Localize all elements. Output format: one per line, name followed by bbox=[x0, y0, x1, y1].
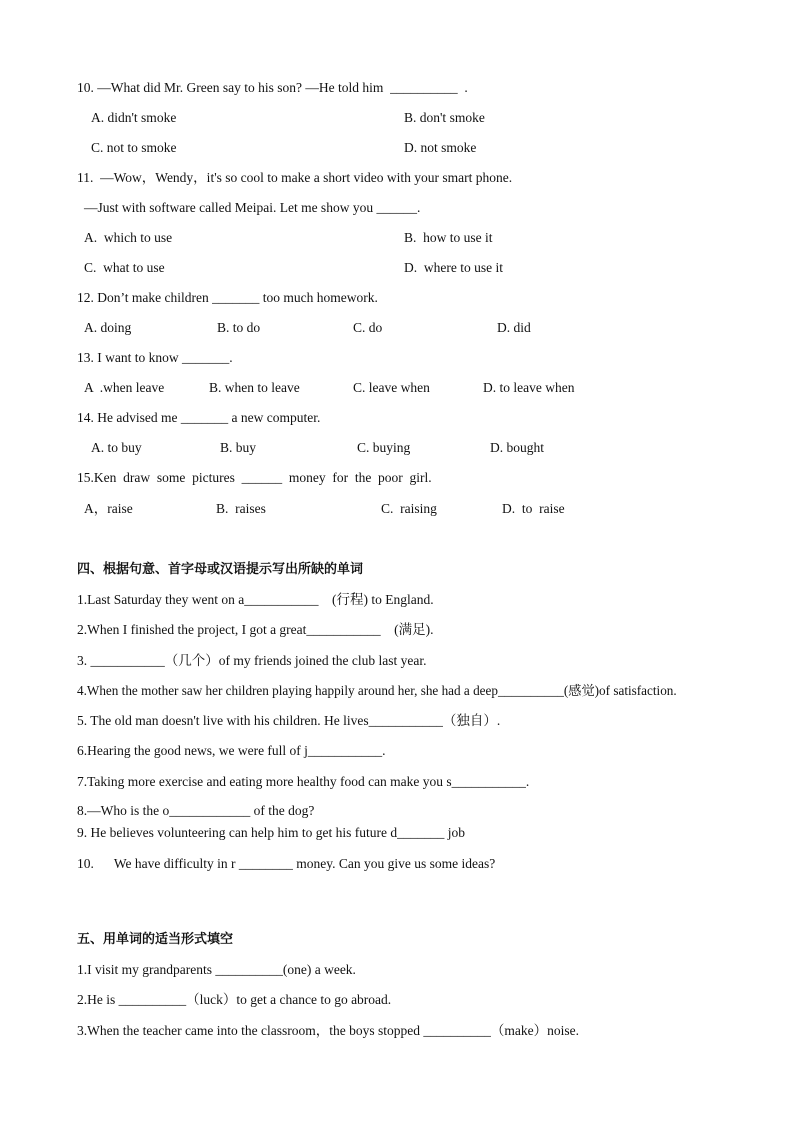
question-13-option-d: D. to leave when bbox=[483, 380, 575, 395]
section-4-item-6: 6.Hearing the good news, we were full of j___________. bbox=[77, 743, 386, 758]
question-13-stem: 13. I want to know _______. bbox=[77, 350, 233, 365]
question-15-option-d: D. to raise bbox=[502, 501, 565, 516]
question-10-option-a: A. didn't smoke bbox=[91, 110, 177, 125]
question-11-option-b: B. how to use it bbox=[404, 230, 493, 245]
section-4-item-8: 8.—Who is the o____________ of the dog? bbox=[77, 803, 315, 818]
question-14-option-b: B. buy bbox=[220, 440, 257, 455]
question-11-stem: 11. —Wow，Wendy，it's so cool to make a short video with your smart phone. bbox=[77, 170, 513, 185]
question-10-stem: 10. —What did Mr. Green say to his son? —He told him __________ . bbox=[77, 80, 468, 95]
question-13-option-b: B. when to leave bbox=[209, 380, 300, 395]
question-11-option-c: C. what to use bbox=[84, 260, 165, 275]
question-11-stem-reply: —Just with software called Meipai. Let me show you ______. bbox=[84, 200, 421, 215]
question-12-option-d: D. did bbox=[497, 320, 531, 335]
question-15-option-a: A，raise bbox=[84, 501, 133, 516]
section-4-item-3: 3. ___________（几个）of my friends joined the club last year. bbox=[77, 653, 427, 668]
section-4-item-5: 5. The old man doesn't live with his children. He lives___________（独自）. bbox=[77, 713, 501, 728]
section-4-item-2: 2.When I finished the project, I got a great___________ (满足). bbox=[77, 622, 434, 637]
question-11-option-a: A. which to use bbox=[84, 230, 173, 245]
question-12-option-c: C. do bbox=[353, 320, 383, 335]
question-12-option-a: A. doing bbox=[84, 320, 132, 335]
question-14-option-c: C. buying bbox=[357, 440, 411, 455]
question-15-option-b: B. raises bbox=[216, 501, 266, 516]
question-10-option-d: D. not smoke bbox=[404, 140, 477, 155]
question-12-stem: 12. Don’t make children _______ too much homework. bbox=[77, 290, 378, 305]
question-14-option-d: D. bought bbox=[490, 440, 544, 455]
question-13-option-a: A .when leave bbox=[84, 380, 165, 395]
question-10-option-b: B. don't smoke bbox=[404, 110, 485, 125]
section-4-item-1: 1.Last Saturday they went on a___________ (行程) to England. bbox=[77, 592, 434, 607]
question-10-option-c: C. not to smoke bbox=[91, 140, 177, 155]
question-14-option-a: A. to buy bbox=[91, 440, 142, 455]
section-4-item-7: 7.Taking more exercise and eating more healthy food can make you s___________. bbox=[77, 774, 530, 789]
section-5-item-2: 2.He is __________（luck）to get a chance to go abroad. bbox=[77, 992, 392, 1007]
question-11-option-d: D. where to use it bbox=[404, 260, 503, 275]
question-14-stem: 14. He advised me _______ a new computer. bbox=[77, 410, 321, 425]
question-15-stem: 15.Ken draw some pictures ______ money for the poor girl. bbox=[77, 470, 432, 485]
section-4-item-9: 9. He believes volunteering can help him to get his future d_______ job bbox=[77, 825, 466, 840]
question-15-option-c: C. raising bbox=[381, 501, 437, 516]
section-4-item-10: 10. We have difficulty in r ________ money. Can you give us some ideas? bbox=[77, 856, 496, 871]
question-13-option-c: C. leave when bbox=[353, 380, 430, 395]
section-5-heading: 五、用单词的适当形式填空 bbox=[77, 932, 234, 947]
section-5-item-1: 1.I visit my grandparents __________(one) a week. bbox=[77, 962, 356, 977]
question-12-option-b: B. to do bbox=[217, 320, 261, 335]
section-4-heading: 四、根据句意、首字母或汉语提示写出所缺的单词 bbox=[77, 562, 364, 577]
section-5-item-3: 3.When the teacher came into the classroom，the boys stopped __________（make）noise. bbox=[77, 1023, 579, 1038]
section-4-item-4: 4.When the mother saw her children playing happily around her, she had a deep__________(感觉)of satisfaction. bbox=[77, 683, 677, 698]
